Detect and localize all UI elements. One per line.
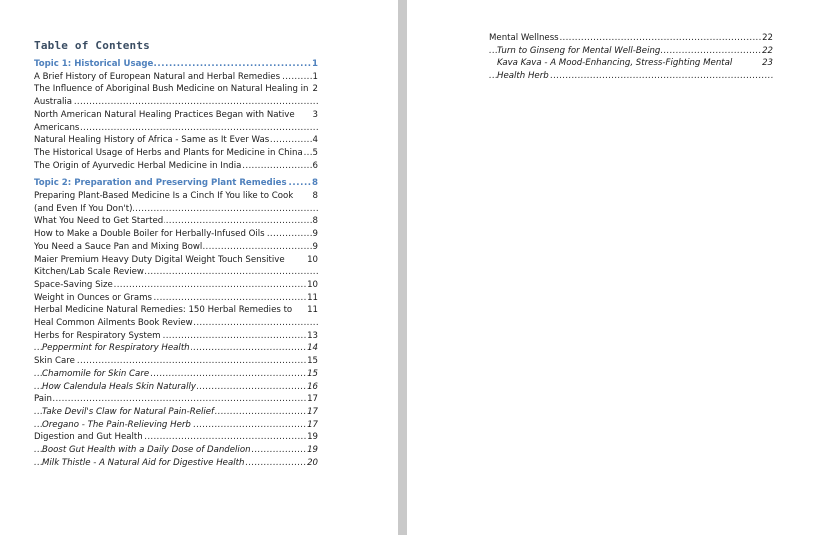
toc-list-left: [34, 58, 318, 470]
toc-entry[interactable]: [34, 215, 318, 228]
toc-entry-label: Topic 1: Historical Usage: [34, 59, 154, 69]
toc-page-number: 2: [312, 84, 318, 95]
toc-entry-label: Preparing Plant-Based Medicine Is a Cinch If You like to Cook (and Even If You Don't): [34, 191, 294, 214]
toc-topic-heading[interactable]: [34, 177, 318, 190]
toc-page-number: 9: [312, 241, 318, 252]
toc-entry-label: Peppermint for Respiratory Health: [42, 343, 190, 354]
toc-subentry[interactable]: [34, 342, 318, 355]
toc-entry-label: North American Natural Healing Practices Began with Native Americans: [34, 109, 295, 133]
toc-entry-label: Turn to Ginseng for Mental Well-Being: [497, 45, 661, 56]
toc-entry-label: Oregano - The Pain-Relieving Herb: [42, 419, 191, 430]
toc-page-number: 19: [307, 445, 318, 456]
toc-subentry[interactable]: [489, 57, 773, 82]
toc-entry-label: You Need a Sauce Pan and Mixing Bowl: [34, 241, 203, 252]
toc-entry[interactable]: [34, 134, 318, 147]
toc-page-number: 11: [307, 305, 318, 316]
toc-page-number: 17: [307, 394, 318, 405]
toc-page-number: 22: [762, 33, 773, 43]
toc-page-number: 9: [312, 229, 318, 240]
toc-entry-label: Milk Thistle - A Natural Aid for Digestive Health: [42, 457, 245, 468]
toc-page-number: 19: [307, 432, 318, 443]
toc-entry-label: Natural Healing History of Africa - Same as It Ever Was: [34, 135, 270, 146]
toc-entry[interactable]: [489, 32, 773, 45]
page-gutter: [398, 0, 407, 535]
toc-page-number: 4: [312, 135, 318, 146]
toc-page-number: 6: [312, 160, 318, 171]
toc-page-number: 1: [312, 71, 318, 82]
toc-entry[interactable]: [34, 109, 318, 134]
toc-entry[interactable]: [34, 228, 318, 241]
document-page-left: [0, 0, 398, 535]
toc-entry[interactable]: [34, 160, 318, 173]
toc-entry-label: Kava Kava - A Mood-Enhancing, Stress-Fighting Mental Health Herb: [497, 58, 733, 82]
toc-entry[interactable]: [34, 292, 318, 305]
toc-entry[interactable]: [34, 147, 318, 160]
toc-page-number: 11: [307, 292, 318, 303]
toc-entry-label: The Historical Usage of Herbs and Plants for Medicine in China: [34, 147, 303, 158]
toc-entry-label: Take Devil's Claw for Natural Pain-Relief: [42, 406, 215, 417]
toc-entry[interactable]: [34, 393, 318, 406]
toc-entry-label: What You Need to Get Started: [34, 216, 164, 227]
toc-page-number: 8: [312, 178, 318, 189]
toc-entry-label: Herbs for Respiratory System: [34, 330, 161, 341]
toc-entry[interactable]: [34, 431, 318, 444]
toc-entry-label: Space-Saving Size: [34, 279, 113, 290]
toc-page-number: 5: [312, 147, 318, 158]
toc-topic-heading[interactable]: [34, 58, 318, 71]
toc-page-number: 15: [307, 356, 318, 367]
toc-page-number: 16: [307, 381, 318, 392]
toc-entry[interactable]: [34, 304, 318, 329]
document-page-right: [407, 0, 816, 535]
toc-entry-label: Herbal Medicine Natural Remedies: 150 Herbal Remedies to Heal Common Ailments Book Review: [34, 305, 293, 329]
toc-entry-label: The Influence of Aboriginal Bush Medicine on Natural Healing in Australia: [34, 84, 309, 108]
toc-entry-label: How Calendula Heals Skin Naturally: [42, 381, 196, 392]
toc-page-number: 8: [312, 191, 318, 202]
toc-subentry[interactable]: [34, 381, 318, 394]
toc-entry[interactable]: [34, 355, 318, 368]
toc-page-number: 20: [307, 457, 318, 468]
toc-subentry[interactable]: [34, 444, 318, 457]
toc-page-number: 22: [762, 45, 773, 56]
toc-entry[interactable]: [34, 190, 318, 215]
toc-entry-label: A Brief History of European Natural and Herbal Remedies: [34, 71, 281, 82]
toc-entry-label: Maier Premium Heavy Duty Digital Weight Touch Sensitive Kitchen/Lab Scale Review: [34, 254, 285, 278]
toc-entry-label: The Origin of Ayurvedic Herbal Medicine in India: [34, 160, 242, 171]
toc-page-number: 3: [312, 109, 318, 120]
toc-page-number: 17: [307, 419, 318, 430]
toc-page-number: 17: [307, 406, 318, 417]
toc-entry-label: Chamomile for Skin Care: [42, 368, 150, 379]
toc-list-right: [489, 32, 773, 83]
toc-entry[interactable]: [34, 83, 318, 108]
toc-page-number: 1: [312, 59, 318, 69]
toc-entry-label: Digestion and Gut Health: [34, 432, 143, 443]
toc-entry-label: Pain: [34, 394, 52, 405]
toc-page-number: 10: [307, 279, 318, 290]
toc-entry-label: Weight in Ounces or Grams: [34, 292, 152, 303]
toc-subentry[interactable]: [489, 45, 773, 58]
toc-entry-label: How to Make a Double Boiler for Herbally-Infused Oils: [34, 229, 265, 240]
toc-page-number: 10: [307, 254, 318, 265]
toc-entry[interactable]: [34, 71, 318, 84]
toc-entry[interactable]: [34, 330, 318, 343]
toc-subentry[interactable]: [34, 419, 318, 432]
toc-page-number: 14: [307, 343, 318, 354]
toc-subentry[interactable]: [34, 457, 318, 470]
toc-page-number: 8: [312, 216, 318, 227]
toc-subentry[interactable]: [34, 368, 318, 381]
toc-entry-label: Mental Wellness: [489, 33, 559, 43]
toc-entry-label: Topic 2: Preparation and Preserving Plant Remedies: [34, 178, 287, 189]
toc-entry[interactable]: [34, 279, 318, 292]
toc-subentry[interactable]: [34, 406, 318, 419]
toc-entry[interactable]: [34, 241, 318, 254]
toc-page-number: 13: [307, 330, 318, 341]
toc-entry-label: Boost Gut Health with a Daily Dose of Dandelion: [42, 445, 251, 456]
toc-title: Table of Contents: [34, 39, 150, 52]
toc-entry[interactable]: [34, 254, 318, 279]
toc-entry-label: Skin Care: [34, 356, 75, 367]
toc-page-number: 23: [762, 58, 773, 69]
toc-page-number: 15: [307, 368, 318, 379]
